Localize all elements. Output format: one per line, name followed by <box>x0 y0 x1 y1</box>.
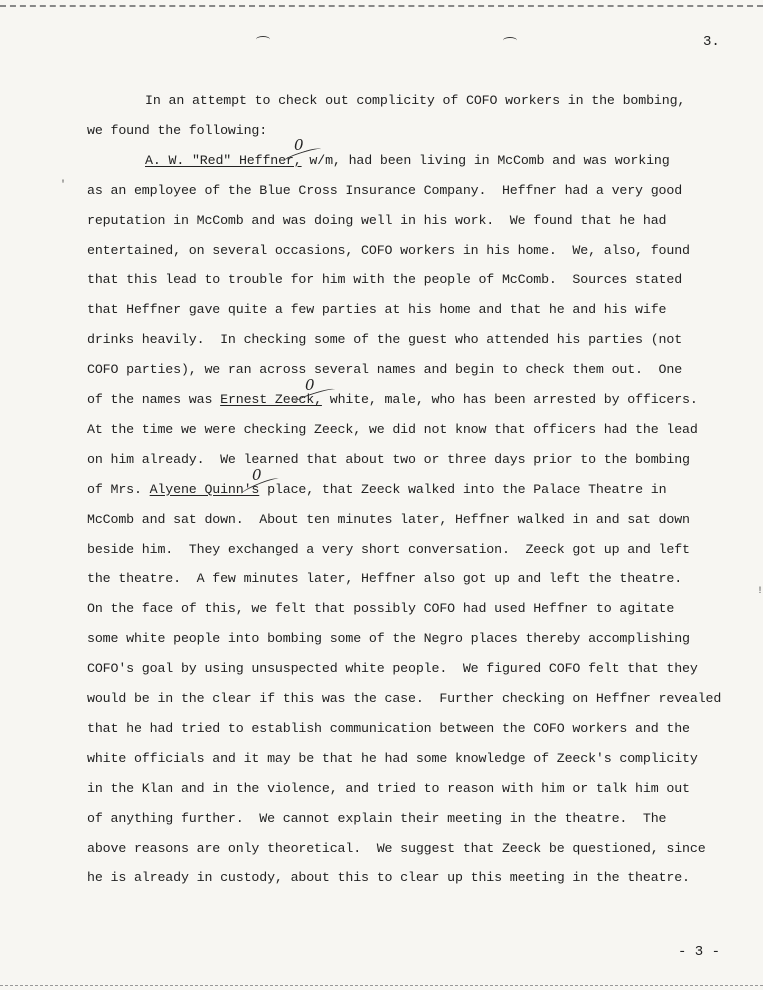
text-segment: In an attempt to check out complicity of COFO workers in the bombing, <box>145 93 686 108</box>
text-segment: would be in the clear if this was the case. Further checking on Heffner revealed <box>87 691 722 706</box>
text-line <box>87 271 682 289</box>
text-line <box>87 690 721 708</box>
handwritten-initial-quinn: 0 <box>252 466 262 484</box>
text-segment: white, male, who has been arrested by officers. <box>321 392 698 407</box>
page-number-top: 3. <box>703 34 720 50</box>
text-line <box>87 630 690 648</box>
underlined-name: Alyene Quinn's <box>149 481 260 497</box>
text-line <box>87 600 674 618</box>
text-segment: COFO parties), we ran across several names and begin to check them out. One <box>87 362 683 378</box>
text-line <box>87 331 682 349</box>
text-segment: that this lead to trouble for him with the people of McComb. Sources stated <box>87 272 683 288</box>
text-segment: place, that Zeeck walked into the Palace Theatre in <box>259 481 667 497</box>
text-line <box>87 869 690 887</box>
text-segment: McComb and sat down. About ten minutes later, Heffner walked in and sat down <box>87 511 690 527</box>
text-line <box>145 152 670 170</box>
text-line <box>87 212 666 230</box>
top-page-edge <box>0 5 763 7</box>
text-segment: white officials and it may be that he had some knowledge of Zeeck's complicity <box>87 750 698 766</box>
text-segment: some white people into bombing some of the Negro places thereby accomplishing <box>87 631 690 647</box>
text-segment: the theatre. A few minutes later, Heffner also got up and left the theatre. <box>87 571 683 587</box>
text-segment: At the time we were checking Zeeck, we did not know that officers had the lead <box>87 421 698 437</box>
text-line <box>87 242 690 260</box>
staple-mark-right <box>503 37 517 44</box>
text-line <box>87 301 666 319</box>
text-line <box>87 541 690 559</box>
text-line <box>87 451 690 469</box>
text-line <box>87 750 698 768</box>
text-segment: he is already in custody, about this to clear up this meeting in the theatre. <box>87 870 690 886</box>
text-segment: in the Klan and in the violence, and tried to reason with him or talk him out <box>87 780 690 796</box>
text-segment: of the names was <box>87 392 221 407</box>
text-line <box>87 570 682 588</box>
page-number-bottom: - 3 - <box>678 944 721 960</box>
text-line <box>87 780 690 798</box>
text-segment: entertained, on several occasions, COFO workers in his home. We, also, found <box>87 242 690 258</box>
underlined-name: A. W. "Red" Heffner, <box>145 152 302 168</box>
bottom-page-edge <box>0 985 763 986</box>
text-line <box>87 810 666 828</box>
text-segment: drinks heavily. In checking some of the guest who attended his parties (not <box>87 332 683 348</box>
text-line <box>87 660 698 678</box>
text-line <box>87 391 698 409</box>
text-segment: reputation in McComb and was doing well in his work. We found that he had <box>87 212 667 228</box>
text-line <box>87 122 267 140</box>
handwritten-initial-heffner: 0 <box>294 136 304 154</box>
text-line <box>87 361 682 379</box>
text-segment: w/m, had been living in McComb and was working <box>301 152 670 168</box>
text-line <box>87 182 682 200</box>
stray-mark-margin-left: ' <box>60 180 67 191</box>
text-segment: that he had tried to establish communication between the COFO workers and the <box>87 720 690 736</box>
text-line <box>87 421 698 439</box>
text-segment: on him already. We learned that about two or three days prior to the bombing <box>87 451 690 467</box>
text-segment: that Heffner gave quite a few parties at his home and that he and his wife <box>87 302 667 318</box>
text-line <box>145 92 685 110</box>
handwritten-initial-zeeck: 0 <box>305 376 315 394</box>
stray-mark-margin-right: ! <box>757 586 763 597</box>
staple-mark-left <box>256 36 270 43</box>
text-segment: we found the following: <box>87 122 268 138</box>
text-segment: as an employee of the Blue Cross Insurance Company. Heffner had a very good <box>87 182 683 198</box>
underlined-name: Ernest Zeeck, <box>220 392 322 407</box>
text-segment: On the face of this, we felt that possibly COFO had used Heffner to agitate <box>87 601 675 617</box>
text-segment: COFO's goal by using unsuspected white people. We figured COFO felt that they <box>87 661 698 677</box>
text-segment: beside him. They exchanged a very short conversation. Zeeck got up and left <box>87 541 690 557</box>
text-segment: above reasons are only theoretical. We suggest that Zeeck be questioned, since <box>87 840 706 856</box>
text-segment: of anything further. We cannot explain their meeting in the theatre. The <box>87 810 667 826</box>
text-line <box>87 511 690 529</box>
text-line <box>87 481 666 499</box>
text-line <box>87 720 690 738</box>
text-line <box>87 840 706 858</box>
text-segment: of Mrs. <box>87 481 150 497</box>
